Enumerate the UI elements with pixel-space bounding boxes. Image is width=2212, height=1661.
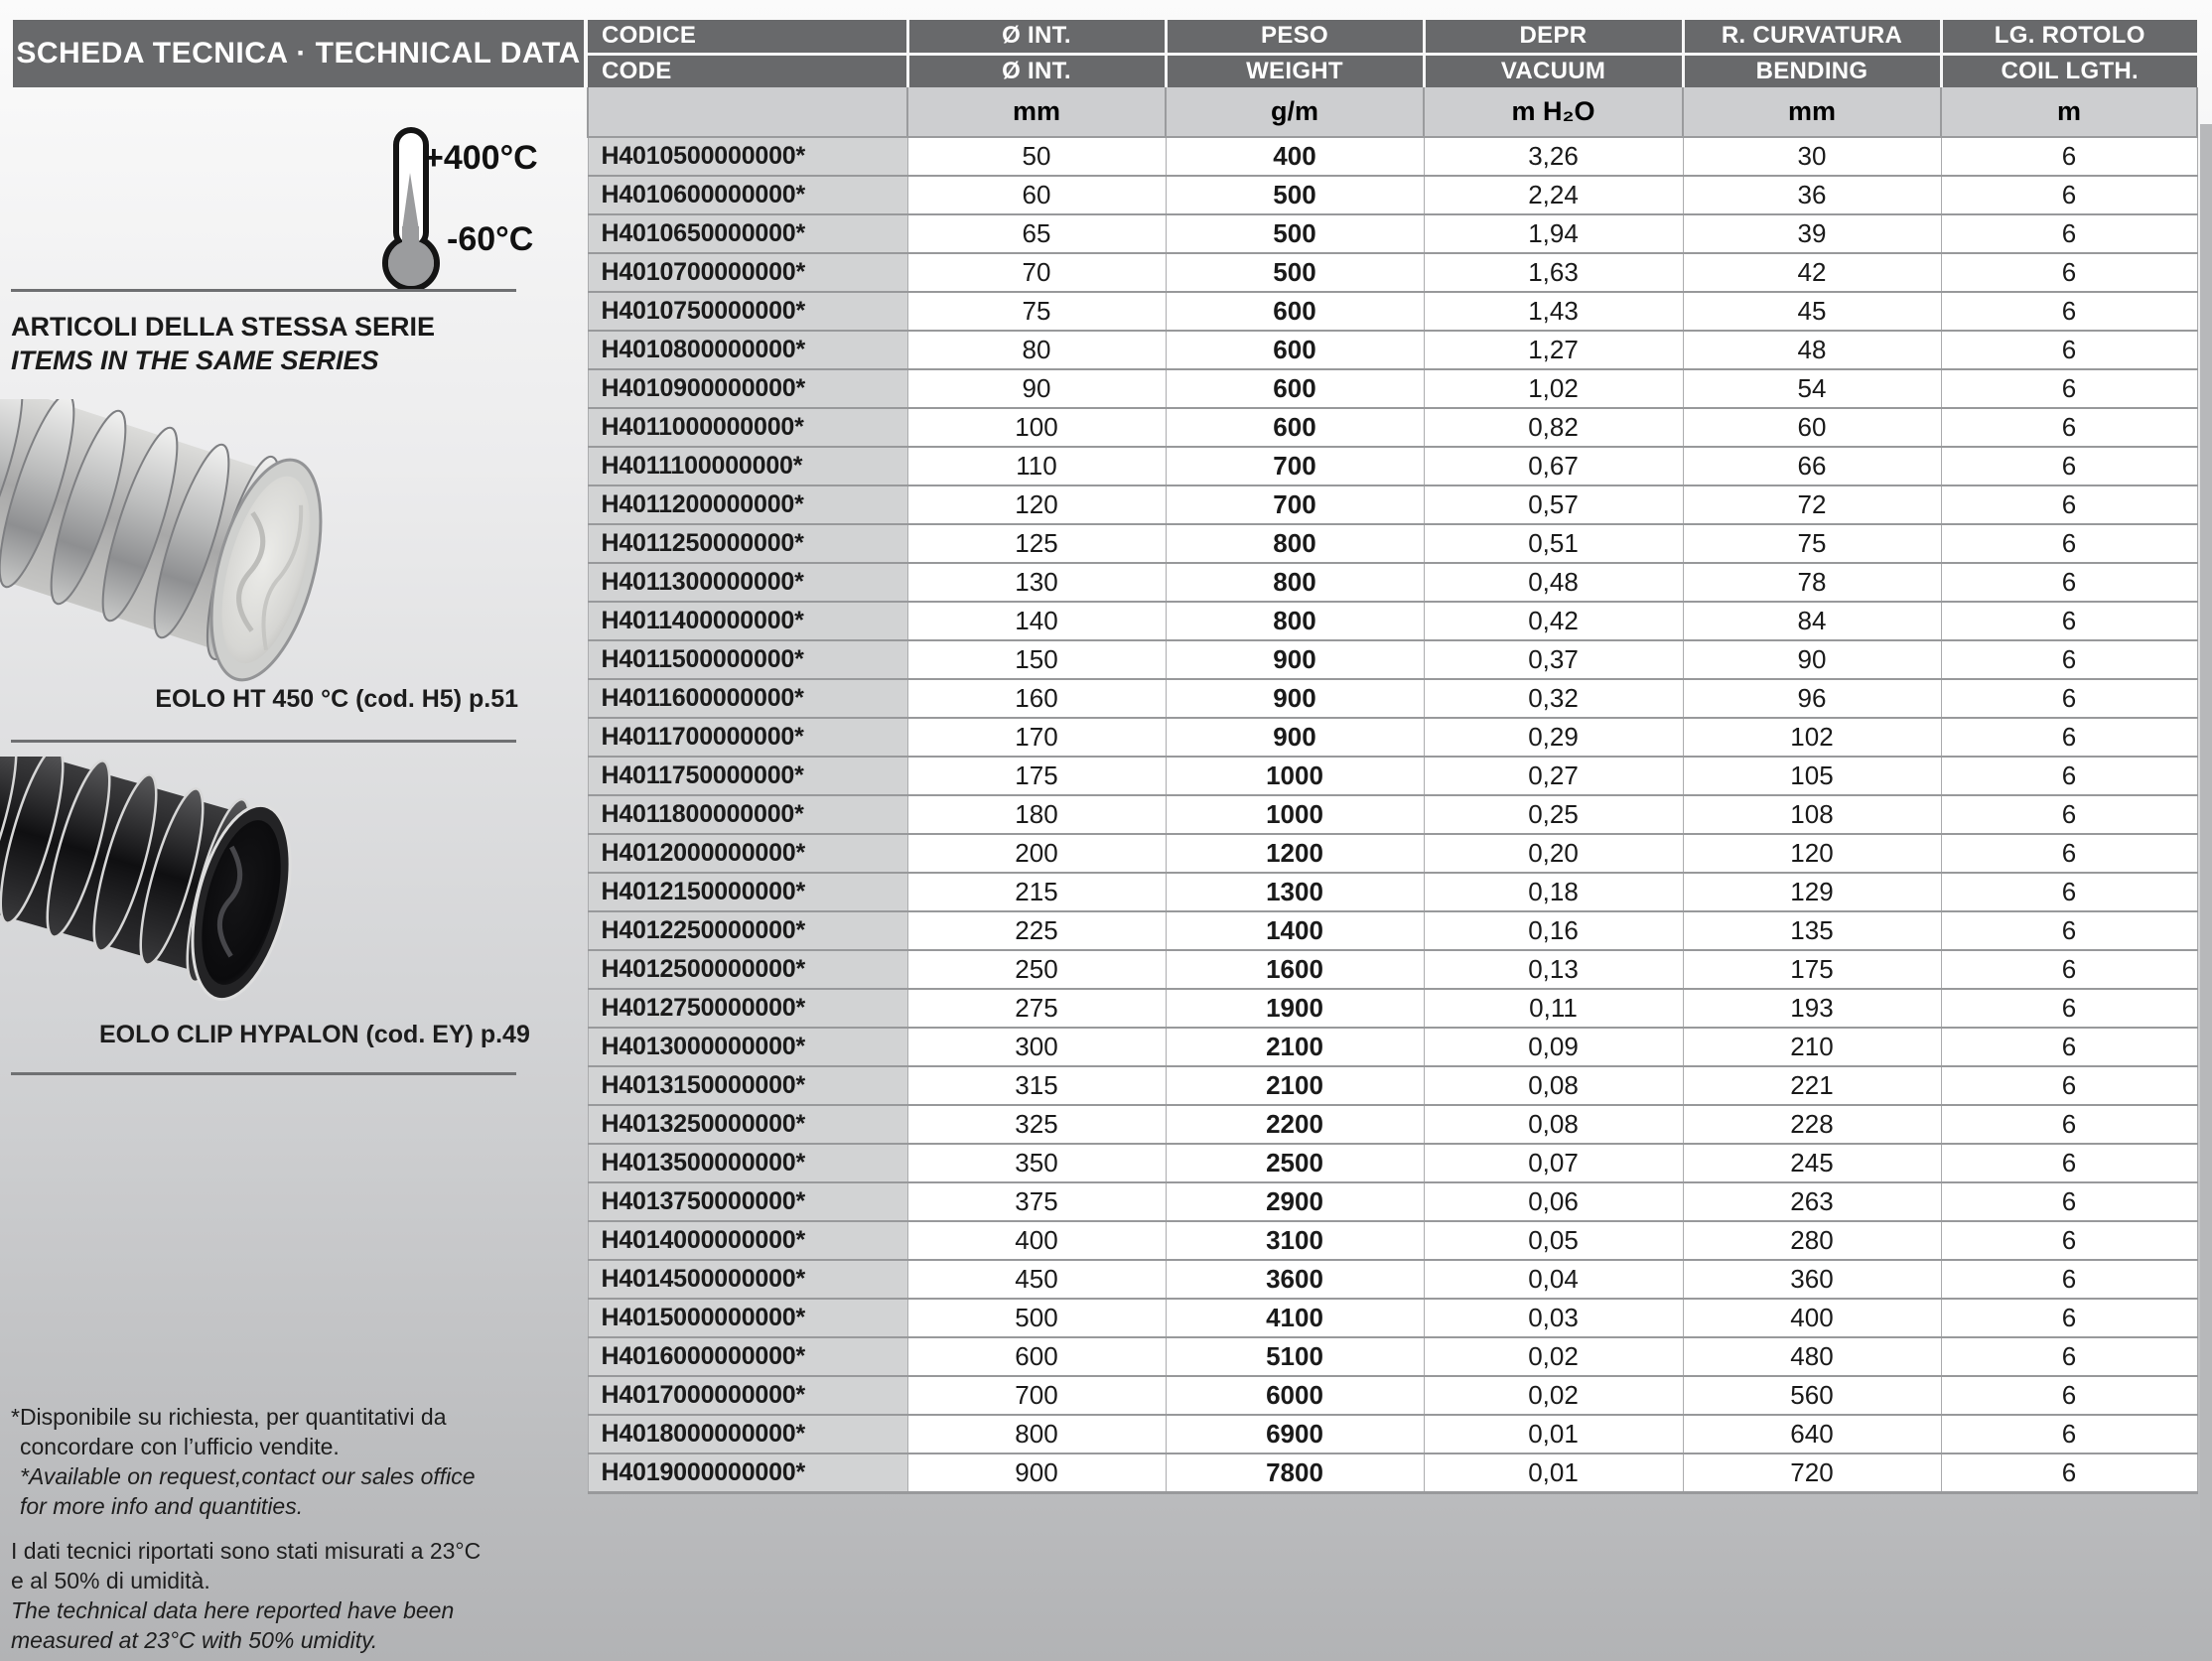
unit-diameter: mm [907, 87, 1166, 137]
cell-vacuum: 0,08 [1424, 1066, 1683, 1105]
table-row [588, 1182, 2197, 1221]
cell-coil-length: 6 [1941, 1376, 2197, 1415]
cell-diameter: 65 [907, 214, 1166, 253]
page-title: SCHEDA TECNICA · TECHNICAL DATA [13, 20, 584, 87]
cell-diameter: 200 [907, 834, 1166, 873]
cell-code: H4013150000000* [588, 1066, 907, 1105]
cell-coil-length: 6 [1941, 1028, 2197, 1066]
cell-vacuum: 0,01 [1424, 1415, 1683, 1453]
col-header-rotolo: LG. ROTOLO [1941, 20, 2197, 54]
cell-diameter: 315 [907, 1066, 1166, 1105]
divider-line [11, 1072, 516, 1075]
cell-weight: 4100 [1166, 1299, 1424, 1337]
cell-weight: 3600 [1166, 1260, 1424, 1299]
cell-coil-length: 6 [1941, 1337, 2197, 1376]
table-row [588, 1299, 2197, 1337]
cell-code: H4015000000000* [588, 1299, 907, 1337]
cell-code: H4010600000000* [588, 176, 907, 214]
cell-bending: 129 [1683, 873, 1941, 911]
same-series-title-en: ITEMS IN THE SAME SERIES [11, 346, 379, 375]
same-series-title-it: ARTICOLI DELLA STESSA SERIE [11, 312, 436, 342]
cell-diameter: 400 [907, 1221, 1166, 1260]
cell-vacuum: 0,13 [1424, 950, 1683, 989]
cell-diameter: 350 [907, 1144, 1166, 1182]
cell-bending: 48 [1683, 331, 1941, 369]
col-header-depr: DEPR [1424, 20, 1683, 54]
table-body [588, 137, 2197, 1492]
cell-diameter: 75 [907, 292, 1166, 331]
col-header-curvatura: R. CURVATURA [1683, 20, 1941, 54]
cell-vacuum: 0,09 [1424, 1028, 1683, 1066]
cell-diameter: 80 [907, 331, 1166, 369]
table-row [588, 795, 2197, 834]
table-row [588, 1260, 2197, 1299]
cell-diameter: 140 [907, 602, 1166, 640]
cell-diameter: 125 [907, 524, 1166, 563]
cell-weight: 2100 [1166, 1066, 1424, 1105]
cell-vacuum: 0,07 [1424, 1144, 1683, 1182]
cell-coil-length: 6 [1941, 214, 2197, 253]
cell-bending: 30 [1683, 137, 1941, 176]
table-row [588, 1453, 2197, 1492]
cell-vacuum: 1,63 [1424, 253, 1683, 292]
footnote-line: *Disponibile su richiesta, per quantitativi da [11, 1404, 447, 1430]
unit-vacuum: m H₂O [1424, 87, 1683, 137]
cell-vacuum: 0,04 [1424, 1260, 1683, 1299]
cell-code: H4016000000000* [588, 1337, 907, 1376]
cell-vacuum: 0,02 [1424, 1337, 1683, 1376]
cell-weight: 500 [1166, 214, 1424, 253]
cell-weight: 1200 [1166, 834, 1424, 873]
cell-bending: 210 [1683, 1028, 1941, 1066]
cell-diameter: 110 [907, 447, 1166, 485]
cell-code: H4019000000000* [588, 1453, 907, 1492]
cell-code: H4011600000000* [588, 679, 907, 718]
table-row [588, 834, 2197, 873]
cell-coil-length: 6 [1941, 524, 2197, 563]
table-row [588, 176, 2197, 214]
cell-code: H4010800000000* [588, 331, 907, 369]
cell-vacuum: 0,18 [1424, 873, 1683, 911]
table-row [588, 1028, 2197, 1066]
cell-coil-length: 6 [1941, 563, 2197, 602]
cell-vacuum: 0,01 [1424, 1453, 1683, 1492]
cell-diameter: 500 [907, 1299, 1166, 1337]
cell-vacuum: 0,67 [1424, 447, 1683, 485]
cell-diameter: 800 [907, 1415, 1166, 1453]
cell-coil-length: 6 [1941, 485, 2197, 524]
footnotes [11, 1402, 585, 1655]
table-row [588, 137, 2197, 176]
cell-diameter: 160 [907, 679, 1166, 718]
footnote-line: concordare con l’ufficio vendite. [20, 1434, 340, 1459]
cell-coil-length: 6 [1941, 602, 2197, 640]
cell-weight: 6000 [1166, 1376, 1424, 1415]
cell-code: H4011250000000* [588, 524, 907, 563]
cell-bending: 135 [1683, 911, 1941, 950]
cell-vacuum: 0,42 [1424, 602, 1683, 640]
cell-code: H4012150000000* [588, 873, 907, 911]
table-row [588, 1376, 2197, 1415]
cell-weight: 1400 [1166, 911, 1424, 950]
cell-diameter: 250 [907, 950, 1166, 989]
table-row [588, 485, 2197, 524]
cell-coil-length: 6 [1941, 253, 2197, 292]
cell-bending: 84 [1683, 602, 1941, 640]
unit-bending: mm [1683, 87, 1941, 137]
cell-weight: 700 [1166, 485, 1424, 524]
cell-vacuum: 0,20 [1424, 834, 1683, 873]
footnote-line: The technical data here reported have been [11, 1597, 455, 1623]
cell-bending: 60 [1683, 408, 1941, 447]
cell-diameter: 450 [907, 1260, 1166, 1299]
cell-code: H4011000000000* [588, 408, 907, 447]
cell-weight: 700 [1166, 447, 1424, 485]
cell-vacuum: 0,03 [1424, 1299, 1683, 1337]
cell-weight: 3100 [1166, 1221, 1424, 1260]
cell-vacuum: 3,26 [1424, 137, 1683, 176]
cell-bending: 75 [1683, 524, 1941, 563]
cell-weight: 500 [1166, 253, 1424, 292]
cell-coil-length: 6 [1941, 1066, 2197, 1105]
table-row [588, 640, 2197, 679]
unit-weight: g/m [1166, 87, 1424, 137]
cell-bending: 66 [1683, 447, 1941, 485]
cell-vacuum: 0,11 [1424, 989, 1683, 1028]
cell-coil-length: 6 [1941, 1105, 2197, 1144]
cell-weight: 400 [1166, 137, 1424, 176]
unit-coil-length: m [1941, 87, 2197, 137]
table-row [588, 757, 2197, 795]
cell-coil-length: 6 [1941, 1299, 2197, 1337]
cell-coil-length: 6 [1941, 1453, 2197, 1492]
cell-diameter: 900 [907, 1453, 1166, 1492]
table-row [588, 253, 2197, 292]
cell-code: H4017000000000* [588, 1376, 907, 1415]
col-header-coil-length: COIL LGTH. [1941, 54, 2197, 87]
table-row [588, 911, 2197, 950]
cell-vacuum: 0,16 [1424, 911, 1683, 950]
table-row [588, 1221, 2197, 1260]
cell-bending: 105 [1683, 757, 1941, 795]
cell-coil-length: 6 [1941, 911, 2197, 950]
cell-coil-length: 6 [1941, 1221, 2197, 1260]
footnote-line: e al 50% di umidità. [11, 1568, 210, 1593]
cell-bending: 263 [1683, 1182, 1941, 1221]
cell-bending: 102 [1683, 718, 1941, 757]
page-edge-strip [2200, 124, 2212, 1562]
table-row [588, 214, 2197, 253]
cell-weight: 1900 [1166, 989, 1424, 1028]
col-header-diametro: Ø INT. [907, 20, 1166, 54]
cell-weight: 5100 [1166, 1337, 1424, 1376]
table-row [588, 679, 2197, 718]
cell-vacuum: 0,48 [1424, 563, 1683, 602]
cell-weight: 900 [1166, 679, 1424, 718]
cell-coil-length: 6 [1941, 369, 2197, 408]
table-row [588, 1105, 2197, 1144]
cell-code: H4013000000000* [588, 1028, 907, 1066]
table-row [588, 447, 2197, 485]
table-row [588, 989, 2197, 1028]
cell-diameter: 70 [907, 253, 1166, 292]
cell-diameter: 325 [907, 1105, 1166, 1144]
product-caption-eolo-ht: EOLO HT 450 °C (cod. H5) p.51 [155, 685, 518, 713]
cell-diameter: 100 [907, 408, 1166, 447]
cell-code: H4012750000000* [588, 989, 907, 1028]
cell-bending: 480 [1683, 1337, 1941, 1376]
technical-data-table [587, 20, 2198, 1494]
cell-diameter: 130 [907, 563, 1166, 602]
cell-diameter: 175 [907, 757, 1166, 795]
table-row [588, 873, 2197, 911]
cell-code: H4012000000000* [588, 834, 907, 873]
cell-coil-length: 6 [1941, 331, 2197, 369]
cell-code: H4018000000000* [588, 1415, 907, 1453]
table-row [588, 524, 2197, 563]
cell-weight: 2500 [1166, 1144, 1424, 1182]
cell-diameter: 600 [907, 1337, 1166, 1376]
cell-weight: 900 [1166, 718, 1424, 757]
table-row [588, 602, 2197, 640]
table-header-row-en [588, 54, 2197, 87]
cell-bending: 42 [1683, 253, 1941, 292]
cell-code: H4011750000000* [588, 757, 907, 795]
cell-vacuum: 0,37 [1424, 640, 1683, 679]
cell-bending: 640 [1683, 1415, 1941, 1453]
cell-diameter: 60 [907, 176, 1166, 214]
cell-weight: 900 [1166, 640, 1424, 679]
table-row [588, 1415, 2197, 1453]
cell-diameter: 225 [907, 911, 1166, 950]
cell-bending: 96 [1683, 679, 1941, 718]
footnote-line: I dati tecnici riportati sono stati misurati a 23°C [11, 1538, 482, 1564]
cell-bending: 720 [1683, 1453, 1941, 1492]
cell-weight: 800 [1166, 602, 1424, 640]
cell-code: H4010650000000* [588, 214, 907, 253]
col-header-vacuum: VACUUM [1424, 54, 1683, 87]
cell-coil-length: 6 [1941, 1260, 2197, 1299]
cell-coil-length: 6 [1941, 834, 2197, 873]
table-header-row-it [588, 20, 2197, 54]
footnote-line: for more info and quantities. [20, 1493, 304, 1519]
cell-diameter: 375 [907, 1182, 1166, 1221]
cell-vacuum: 0,05 [1424, 1221, 1683, 1260]
table-units-row [588, 87, 2197, 137]
cell-code: H4011100000000* [588, 447, 907, 485]
cell-diameter: 700 [907, 1376, 1166, 1415]
cell-coil-length: 6 [1941, 718, 2197, 757]
cell-weight: 6900 [1166, 1415, 1424, 1453]
cell-vacuum: 1,02 [1424, 369, 1683, 408]
table-row [588, 292, 2197, 331]
cell-diameter: 300 [907, 1028, 1166, 1066]
cell-code: H4011200000000* [588, 485, 907, 524]
cell-bending: 45 [1683, 292, 1941, 331]
cell-code: H4011300000000* [588, 563, 907, 602]
cell-bending: 72 [1683, 485, 1941, 524]
cell-code: H4011800000000* [588, 795, 907, 834]
cell-bending: 400 [1683, 1299, 1941, 1337]
cell-coil-length: 6 [1941, 447, 2197, 485]
cell-code: H4010700000000* [588, 253, 907, 292]
table-row [588, 1144, 2197, 1182]
cell-coil-length: 6 [1941, 1415, 2197, 1453]
footnote-line: *Available on request,contact our sales office [20, 1463, 476, 1489]
cell-bending: 36 [1683, 176, 1941, 214]
cell-weight: 1000 [1166, 757, 1424, 795]
cell-code: H4012500000000* [588, 950, 907, 989]
unit-code [588, 87, 907, 137]
divider-line [11, 289, 516, 292]
cell-diameter: 215 [907, 873, 1166, 911]
table-row [588, 1337, 2197, 1376]
cell-bending: 360 [1683, 1260, 1941, 1299]
cell-weight: 800 [1166, 563, 1424, 602]
col-header-codice: CODICE [588, 20, 907, 54]
temperature-min-label: -60°C [447, 220, 534, 258]
cell-coil-length: 6 [1941, 757, 2197, 795]
cell-bending: 54 [1683, 369, 1941, 408]
cell-bending: 39 [1683, 214, 1941, 253]
cell-code: H4013750000000* [588, 1182, 907, 1221]
col-header-code: CODE [588, 54, 907, 87]
cell-bending: 228 [1683, 1105, 1941, 1144]
cell-bending: 120 [1683, 834, 1941, 873]
cell-coil-length: 6 [1941, 1182, 2197, 1221]
cell-code: H4014500000000* [588, 1260, 907, 1299]
cell-vacuum: 0,32 [1424, 679, 1683, 718]
divider-line [11, 740, 516, 743]
cell-weight: 7800 [1166, 1453, 1424, 1492]
cell-coil-length: 6 [1941, 795, 2197, 834]
cell-code: H4013500000000* [588, 1144, 907, 1182]
cell-vacuum: 1,94 [1424, 214, 1683, 253]
cell-coil-length: 6 [1941, 176, 2197, 214]
cell-weight: 1600 [1166, 950, 1424, 989]
col-header-diameter: Ø INT. [907, 54, 1166, 87]
cell-bending: 221 [1683, 1066, 1941, 1105]
cell-vacuum: 1,43 [1424, 292, 1683, 331]
cell-diameter: 120 [907, 485, 1166, 524]
table-row [588, 718, 2197, 757]
cell-bending: 245 [1683, 1144, 1941, 1182]
cell-code: H4010500000000* [588, 137, 907, 176]
cell-weight: 600 [1166, 331, 1424, 369]
cell-bending: 90 [1683, 640, 1941, 679]
cell-coil-length: 6 [1941, 679, 2197, 718]
table-row [588, 331, 2197, 369]
cell-weight: 500 [1166, 176, 1424, 214]
cell-weight: 2200 [1166, 1105, 1424, 1144]
cell-vacuum: 0,27 [1424, 757, 1683, 795]
cell-coil-length: 6 [1941, 408, 2197, 447]
cell-bending: 280 [1683, 1221, 1941, 1260]
cell-coil-length: 6 [1941, 873, 2197, 911]
table-row [588, 1066, 2197, 1105]
cell-weight: 600 [1166, 369, 1424, 408]
product-photo-eolo-ht [0, 399, 347, 689]
footnote-line: measured at 23°C with 50% umidity. [11, 1627, 378, 1653]
cell-vacuum: 0,06 [1424, 1182, 1683, 1221]
cell-vacuum: 0,51 [1424, 524, 1683, 563]
cell-coil-length: 6 [1941, 950, 2197, 989]
table-row [588, 369, 2197, 408]
temperature-max-label: +400°C [424, 139, 538, 177]
cell-diameter: 180 [907, 795, 1166, 834]
cell-code: H4010750000000* [588, 292, 907, 331]
cell-weight: 1300 [1166, 873, 1424, 911]
cell-bending: 108 [1683, 795, 1941, 834]
cell-bending: 175 [1683, 950, 1941, 989]
cell-vacuum: 1,27 [1424, 331, 1683, 369]
cell-diameter: 90 [907, 369, 1166, 408]
cell-coil-length: 6 [1941, 989, 2197, 1028]
cell-weight: 2100 [1166, 1028, 1424, 1066]
table-row [588, 408, 2197, 447]
col-header-bending: BENDING [1683, 54, 1941, 87]
cell-code: H4012250000000* [588, 911, 907, 950]
cell-bending: 193 [1683, 989, 1941, 1028]
cell-diameter: 50 [907, 137, 1166, 176]
cell-vacuum: 0,82 [1424, 408, 1683, 447]
cell-bending: 78 [1683, 563, 1941, 602]
cell-code: H4013250000000* [588, 1105, 907, 1144]
cell-code: H4011400000000* [588, 602, 907, 640]
cell-code: H4011500000000* [588, 640, 907, 679]
table-row [588, 563, 2197, 602]
product-photo-eolo-clip-hypalon [0, 757, 310, 1005]
cell-vacuum: 0,08 [1424, 1105, 1683, 1144]
cell-code: H4011700000000* [588, 718, 907, 757]
cell-weight: 600 [1166, 292, 1424, 331]
cell-vacuum: 0,29 [1424, 718, 1683, 757]
cell-diameter: 150 [907, 640, 1166, 679]
cell-bending: 560 [1683, 1376, 1941, 1415]
cell-vacuum: 0,02 [1424, 1376, 1683, 1415]
cell-coil-length: 6 [1941, 1144, 2197, 1182]
cell-diameter: 275 [907, 989, 1166, 1028]
col-header-peso: PESO [1166, 20, 1424, 54]
cell-vacuum: 2,24 [1424, 176, 1683, 214]
cell-diameter: 170 [907, 718, 1166, 757]
cell-code: H4010900000000* [588, 369, 907, 408]
cell-code: H4014000000000* [588, 1221, 907, 1260]
cell-weight: 1000 [1166, 795, 1424, 834]
cell-coil-length: 6 [1941, 292, 2197, 331]
cell-weight: 600 [1166, 408, 1424, 447]
product-caption-eolo-clip-hypalon: EOLO CLIP HYPALON (cod. EY) p.49 [99, 1021, 530, 1048]
cell-vacuum: 0,25 [1424, 795, 1683, 834]
table-row [588, 950, 2197, 989]
cell-weight: 2900 [1166, 1182, 1424, 1221]
cell-vacuum: 0,57 [1424, 485, 1683, 524]
col-header-weight: WEIGHT [1166, 54, 1424, 87]
cell-coil-length: 6 [1941, 137, 2197, 176]
cell-weight: 800 [1166, 524, 1424, 563]
cell-coil-length: 6 [1941, 640, 2197, 679]
